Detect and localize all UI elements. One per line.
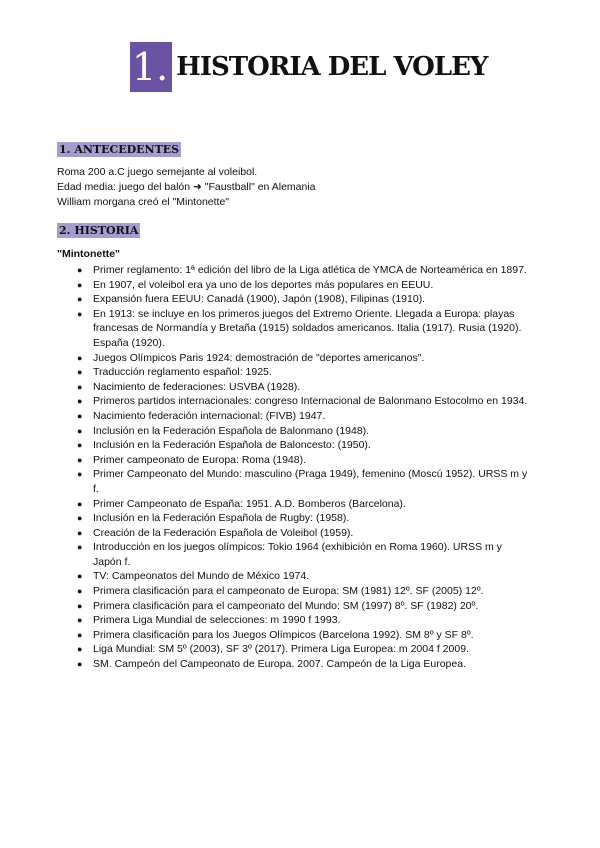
list-item-text: Primera clasificación para los Juegos Olímpicos (Barcelona 1992). SM 8º y SF 8º. <box>93 628 474 641</box>
section-heading-antecedentes: 1. ANTECEDENTES <box>59 143 180 156</box>
bullet-icon: ● <box>77 600 83 611</box>
list-item-text: Primera Liga Mundial de selecciones: m 1990 f 1993. <box>93 614 341 627</box>
list-item-text: Introducción en los juegos olímpicos: Tokio 1964 (exhibición en Roma 1960). URSS m y Japón f. <box>93 541 502 568</box>
list-item <box>77 540 533 569</box>
list-item <box>77 642 533 657</box>
list-item-text: Inclusión en la Federación Española de Balonmano (1948). <box>93 424 370 437</box>
list-item-text: Juegos Olímpicos Paris 1924: demostración de "deportes americanos". <box>93 351 425 364</box>
list-item <box>77 511 533 526</box>
list-item-text: En 1907, el voleibol era ya uno de los deportes más populares en EEUU. <box>93 278 434 291</box>
bullet-icon: ● <box>77 308 83 319</box>
bullet-icon: ● <box>77 396 83 407</box>
bullet-icon: ● <box>77 265 83 275</box>
antecedentes-text <box>57 165 316 210</box>
antecedentes-line: Edad media: juego del balón ➜ "Faustball" en Alemania <box>57 181 316 193</box>
bullet-icon: ● <box>77 586 83 597</box>
list-item-text: Nacimiento federación internacional: (FIVB) 1947. <box>93 409 326 422</box>
bullet-icon: ● <box>77 367 83 378</box>
bullet-icon: ● <box>77 498 83 509</box>
list-item <box>77 409 533 424</box>
list-item <box>77 613 533 628</box>
list-item-text: Primer Campeonato de España: 1951. A.D. Bomberos (Barcelona). <box>93 497 406 510</box>
list-item-text: Traducción reglamento español: 1925. <box>93 366 272 379</box>
title-number: 1. <box>130 42 172 92</box>
bullet-icon: ● <box>77 425 83 436</box>
list-item-text: TV: Campeonatos del Mundo de México 1974. <box>93 570 310 583</box>
list-item-text: En 1913: se incluye en los primeros juegos del Extremo Oriente. Llegada a Europa: playas francesas de Normandía y Bretaña (1915) soldados americanos. Italia (1917). Rusia (1920). España (1920). <box>93 307 522 349</box>
list-item-text: Primera clasificación para el campeonato de Europa: SM (1981) 12º. SF (2005) 12º. <box>93 585 484 598</box>
section-heading-historia: 2. HISTORIA <box>59 224 139 237</box>
bullet-icon: ● <box>77 644 83 655</box>
list-item <box>77 467 533 496</box>
list-item-text: Creación de la Federación Española de Voleibol (1959). <box>93 526 354 539</box>
historia-subheading: "Mintonette" <box>57 248 121 260</box>
list-item <box>77 628 533 643</box>
list-item-text: Primera clasificación para el campeonato del Mundo: SM (1997) 8º. SF (1982) 20º. <box>93 599 479 612</box>
list-item <box>77 394 533 409</box>
list-item <box>77 263 533 278</box>
list-item <box>77 453 533 468</box>
list-item <box>77 278 533 293</box>
list-item <box>77 497 533 512</box>
list-item-text: Inclusión en la Federación Española de Baloncesto: (1950). <box>93 439 371 452</box>
list-item-text: Primer campeonato de Europa: Roma (1948). <box>93 453 307 466</box>
bullet-icon: ● <box>77 454 83 465</box>
bullet-icon: ● <box>77 542 83 553</box>
bullet-icon: ● <box>77 659 83 670</box>
bullet-icon: ● <box>77 469 83 480</box>
antecedentes-line: William morgana creó el "Mintonette" <box>57 196 230 208</box>
list-item <box>77 584 533 599</box>
list-item-text: Inclusión en la Federación Española de Rugby: (1958). <box>93 512 350 525</box>
list-item <box>77 365 533 380</box>
bullet-icon: ● <box>77 615 83 626</box>
list-item <box>77 424 533 439</box>
list-item <box>77 438 533 453</box>
list-item <box>77 657 533 672</box>
list-item <box>77 351 533 366</box>
list-item <box>77 526 533 541</box>
list-item-text: Expansión fuera EEUU: Canadá (1900), Japón (1908), Filipinas (1910). <box>93 293 426 306</box>
list-item-text: Primer reglamento: 1ª edición del libro de la Liga atlética de YMCA de Norteamérica en 1897. <box>93 264 527 276</box>
antecedentes-line: Roma 200 a.C juego semejante al voleibol. <box>57 166 258 178</box>
list-item-text: Nacimiento de federaciones: USVBA (1928). <box>93 380 301 393</box>
list-item-text: Primeros partidos internacionales: congreso Internacional de Balonmano Estocolmo en 1934. <box>93 395 528 408</box>
bullet-icon: ● <box>77 279 83 290</box>
title-text: HISTORIA DEL VOLEY <box>176 52 488 82</box>
bullet-icon: ● <box>77 381 83 392</box>
list-item-text: Liga Mundial: SM 5º (2003), SF 3º (2017). Primera Liga Europea: m 2004 f 2009. <box>93 643 469 656</box>
list-item <box>77 292 533 307</box>
list-item-text: SM. Campeón del Campeonato de Europa. 2007. Campeón de la Liga Europea. <box>93 658 466 671</box>
list-item <box>77 599 533 614</box>
bullet-icon: ● <box>77 294 83 305</box>
page-title <box>130 42 487 92</box>
bullet-icon: ● <box>77 352 83 363</box>
bullet-icon: ● <box>77 629 83 640</box>
bullet-icon: ● <box>77 440 83 451</box>
list-item-text: Primer Campeonato del Mundo: masculino (Praga 1949), femenino (Moscú 1952). URSS m y f. <box>93 468 528 495</box>
bullet-icon: ● <box>77 410 83 421</box>
bullet-icon: ● <box>77 527 83 538</box>
historia-list <box>77 263 533 672</box>
bullet-icon: ● <box>77 513 83 524</box>
bullet-icon: ● <box>77 571 83 582</box>
list-item <box>77 307 533 351</box>
list-item <box>77 569 533 584</box>
list-item <box>77 380 533 395</box>
